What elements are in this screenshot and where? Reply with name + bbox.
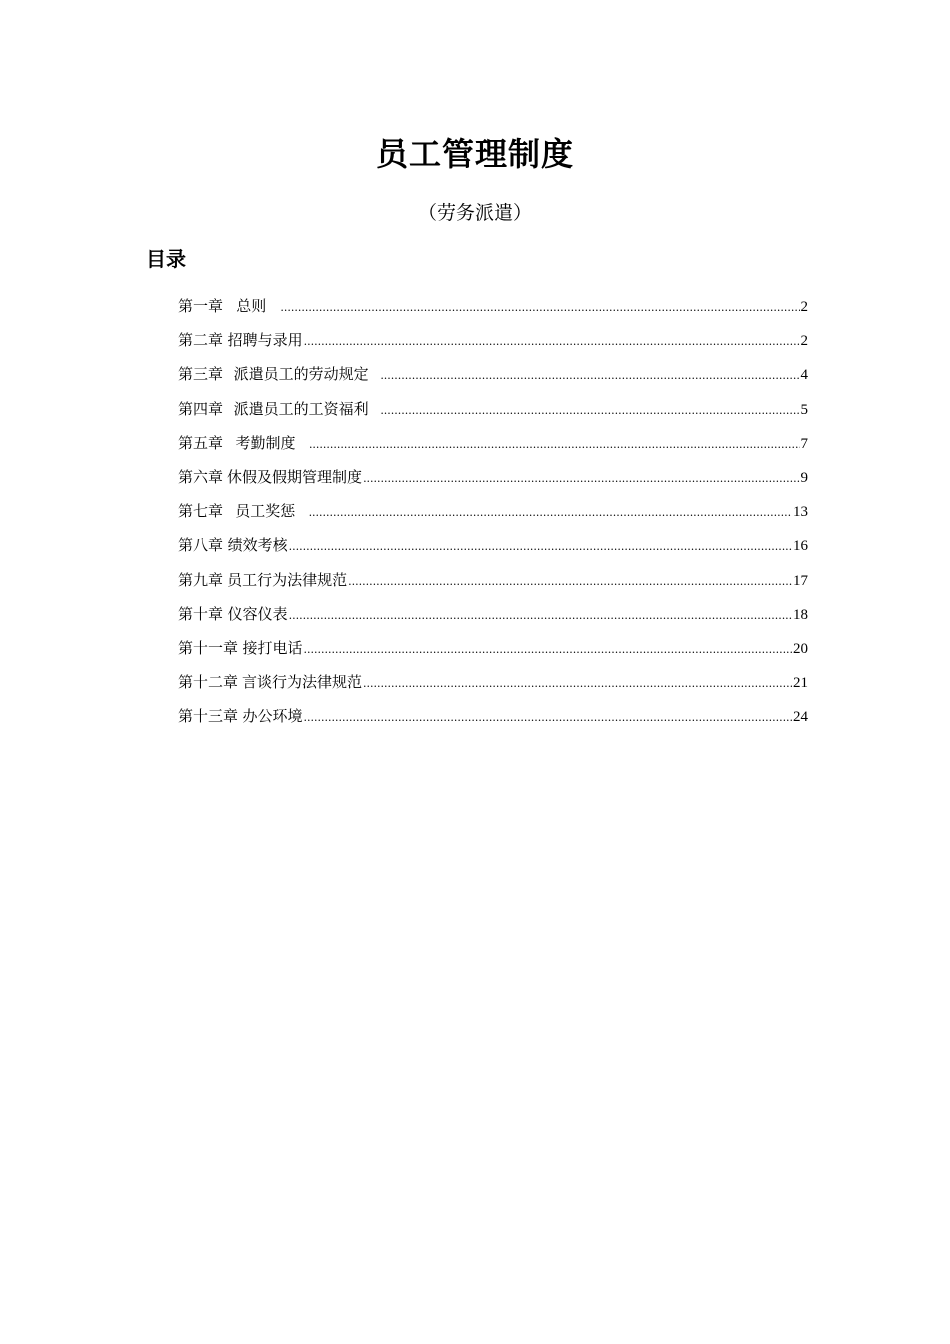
toc-page-number: 17: [793, 572, 808, 589]
toc-dot-leader: [304, 704, 792, 732]
toc-dot-leader: [363, 670, 792, 698]
toc-page-number: 2: [800, 299, 808, 315]
toc-entry[interactable]: [178, 497, 808, 531]
toc-page-number: 4: [800, 367, 809, 384]
toc-chapter-title: 员工奖惩: [235, 502, 296, 521]
toc-chapter-title: 仪容仪表: [227, 604, 288, 623]
table-of-contents: [178, 292, 808, 736]
toc-chapter-number: 第十三章: [178, 707, 239, 726]
toc-dot-leader: [304, 328, 800, 356]
toc-page-number: 9: [800, 469, 808, 486]
toc-chapter-number: 第五章: [178, 433, 224, 452]
document-subtitle: （劳务派遣）: [417, 202, 532, 224]
toc-dot-leader: [304, 636, 792, 664]
toc-page-number: 20: [793, 640, 808, 657]
toc-chapter-number: 第九章: [178, 570, 224, 589]
toc-chapter-title: 员工行为法律规范: [227, 570, 348, 589]
toc-chapter-title: 招聘与录用: [227, 331, 303, 350]
toc-entry[interactable]: [178, 292, 808, 326]
toc-dot-leader: [289, 602, 792, 630]
toc-entry[interactable]: [178, 326, 808, 360]
toc-chapter-number: 第二章: [178, 331, 224, 350]
toc-entry[interactable]: [178, 360, 808, 394]
toc-chapter-title: 总则: [236, 297, 267, 315]
document-title: 员工管理制度: [375, 135, 574, 173]
toc-dot-leader: [309, 499, 792, 527]
toc-entry[interactable]: [178, 463, 808, 497]
toc-chapter-number: 第一章: [178, 297, 224, 315]
toc-dot-leader: [363, 465, 799, 493]
toc-page-number: 16: [793, 538, 808, 555]
toc-entry[interactable]: [178, 702, 808, 736]
toc-chapter-number: 第四章: [178, 399, 224, 418]
toc-entry[interactable]: [178, 429, 808, 463]
toc-entry[interactable]: [178, 531, 808, 565]
toc-chapter-title: 言谈行为法律规范: [241, 673, 362, 692]
toc-page-number: 2: [800, 333, 808, 350]
toc-chapter-number: 第十章: [178, 604, 224, 623]
toc-dot-leader: [380, 362, 799, 390]
toc-page-number: 21: [793, 675, 808, 692]
toc-chapter-title: 派遣员工的劳动规定: [233, 365, 369, 384]
toc-chapter-number: 第十一章: [178, 638, 239, 657]
toc-entry[interactable]: [178, 395, 808, 429]
toc-heading: 目录: [146, 247, 186, 271]
toc-dot-leader: [348, 568, 792, 596]
toc-entry[interactable]: [178, 634, 808, 668]
toc-entry[interactable]: [178, 668, 808, 702]
toc-chapter-title: 接打电话: [242, 638, 303, 657]
toc-page-number: 13: [793, 504, 808, 521]
toc-dot-leader: [289, 533, 792, 561]
toc-chapter-title: 派遣员工的工资福利: [233, 399, 369, 418]
toc-chapter-title: 办公环境: [242, 707, 303, 726]
toc-dot-leader: [309, 431, 800, 459]
toc-chapter-number: 第十二章: [178, 673, 239, 692]
toc-page-number: 5: [800, 401, 809, 418]
toc-chapter-number: 第六章: [178, 467, 224, 486]
toc-page-number: 24: [793, 709, 808, 726]
toc-chapter-title: 考勤制度: [235, 433, 296, 452]
toc-chapter-number: 第七章: [178, 502, 224, 521]
toc-dot-leader: [380, 397, 799, 425]
toc-page-number: 7: [800, 435, 809, 452]
toc-chapter-number: 第八章: [178, 536, 224, 555]
toc-dot-leader: [280, 294, 799, 322]
toc-chapter-number: 第三章: [178, 365, 224, 384]
toc-entry[interactable]: [178, 600, 808, 634]
toc-chapter-title: 绩效考核: [227, 536, 288, 555]
toc-entry[interactable]: [178, 566, 808, 600]
toc-page-number: 18: [793, 606, 808, 623]
toc-chapter-title: 休假及假期管理制度: [227, 467, 363, 486]
